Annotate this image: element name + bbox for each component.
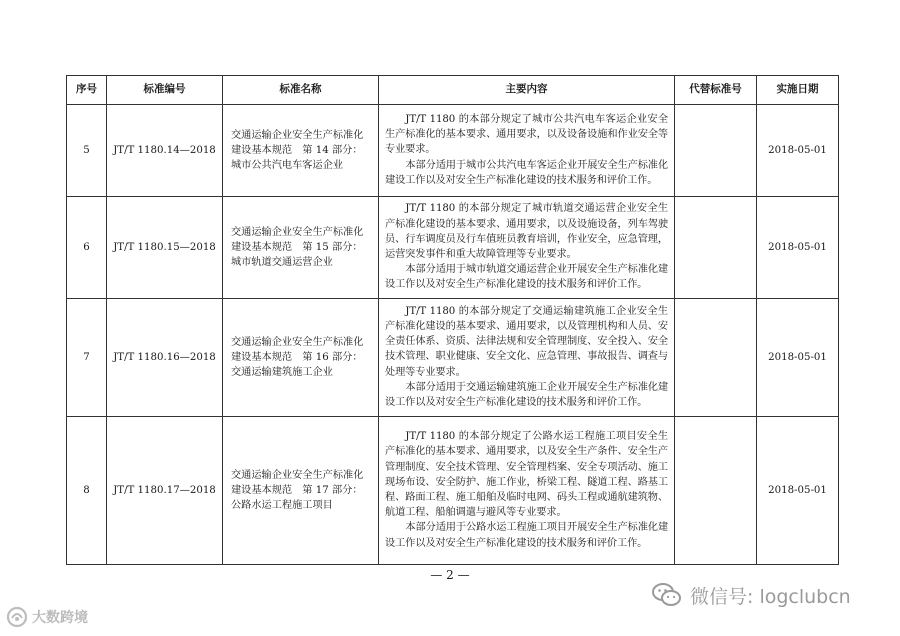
watermark-right [652,580,851,610]
content-paragraph: JT/T 1180 的本部分规定了城市公共汽电车客运企业安全生产标准化的基本要求、通用要求，以及设备设施和作业安全等专业要求。 [385,113,668,156]
page-number: — 2 — [430,568,470,582]
header-name: 标准名称 [223,76,379,105]
content-paragraph: 本部分适用于交通运输建筑施工企业开展安全生产标准化建设工作以及对安全生产标准化建设的技术服务和评价工作。 [385,381,668,408]
row-date: 2018-05-01 [757,105,839,197]
watermark-left-text: 大数跨境 [32,610,88,626]
content-paragraph: JT/T 1180 的本部分规定了城市轨道交通运营企业安全生产标准化建设的基本要求、通用要求，以及设施设备，列车驾驶员、行车调度员及行车值班员教育培训，作业安全，应急管理，运营突发事件和重大故障管理等专业要求。 [385,203,668,260]
header-date: 实施日期 [757,76,839,105]
table-row [67,299,839,417]
standards-table [66,75,839,565]
row-code: JT/T 1180.15—2018 [107,197,223,299]
table-row [67,105,839,197]
row-date: 2018-05-01 [757,417,839,565]
wechat-icon [652,582,682,608]
row-seq: 8 [67,417,107,565]
content-paragraph: 本部分适用于城市公共汽电车客运企业开展安全生产标准化建设工作以及对安全生产标准化建设的技术服务和评价工作。 [385,159,668,186]
header-replace: 代替标准号 [675,76,757,105]
row-content [379,105,675,197]
header-seq: 序号 [67,76,107,105]
row-seq: 6 [67,197,107,299]
row-seq: 7 [67,299,107,417]
watermark-left [6,606,88,628]
row-name: 交通运输企业安全生产标准化建设基本规范 第 17 部分：公路水运工程施工项目 [223,417,379,565]
table-row [67,417,839,565]
header-code: 标准编号 [107,76,223,105]
content-paragraph: JT/T 1180 的本部分规定了交通运输建筑施工企业安全生产标准化建设的基本要求、通用要求，以及管理机构和人员、安全责任体系、资质、法律法规和安全管理制度、安全投入、安全技术管理、职业健康、安全文化、应急管理、事故报告、调查与处理等专业要求。 [385,305,668,378]
content-paragraph: 本部分适用于公路水运工程施工项目开展安全生产标准化建设工作以及对安全生产标准化建设的技术服务和评价工作。 [385,522,668,549]
watermark-right-text: 微信号: logclubcn [690,585,851,608]
row-code: JT/T 1180.17—2018 [107,417,223,565]
row-date: 2018-05-01 [757,197,839,299]
row-code: JT/T 1180.16—2018 [107,299,223,417]
row-date: 2018-05-01 [757,299,839,417]
row-content [379,417,675,565]
row-replace [675,197,757,299]
row-name: 交通运输企业安全生产标准化建设基本规范 第 16 部分：交通运输建筑施工企业 [223,299,379,417]
content-paragraph: JT/T 1180 的本部分规定了公路水运工程施工项目安全生产标准化的基本要求、通用要求，以及安全生产条件、安全生产管理制度、安全技术管理、安全管理档案、安全专项活动、施工现场布设、安全防护、施工作业，桥梁工程、隧道工程、路基工程、路面工程、施工船舶及临时电网、码头工程或通航建筑物、航道工程、船舶调遣与避风等专业要求。 [385,431,668,519]
table-row [67,197,839,299]
row-replace [675,417,757,565]
table-header-row [67,76,839,105]
row-content [379,299,675,417]
header-content: 主要内容 [379,76,675,105]
row-code: JT/T 1180.14—2018 [107,105,223,197]
content-paragraph: 本部分适用于城市轨道交通运营企业开展安全生产标准化建设工作以及对安全生产标准化建设的技术服务和评价工作。 [385,264,668,291]
brand-logo-icon [6,606,28,628]
row-name: 交通运输企业安全生产标准化建设基本规范 第 14 部分：城市公共汽电车客运企业 [223,105,379,197]
row-name: 交通运输企业安全生产标准化建设基本规范 第 15 部分：城市轨道交通运营企业 [223,197,379,299]
row-replace [675,105,757,197]
row-content [379,197,675,299]
row-replace [675,299,757,417]
row-seq: 5 [67,105,107,197]
